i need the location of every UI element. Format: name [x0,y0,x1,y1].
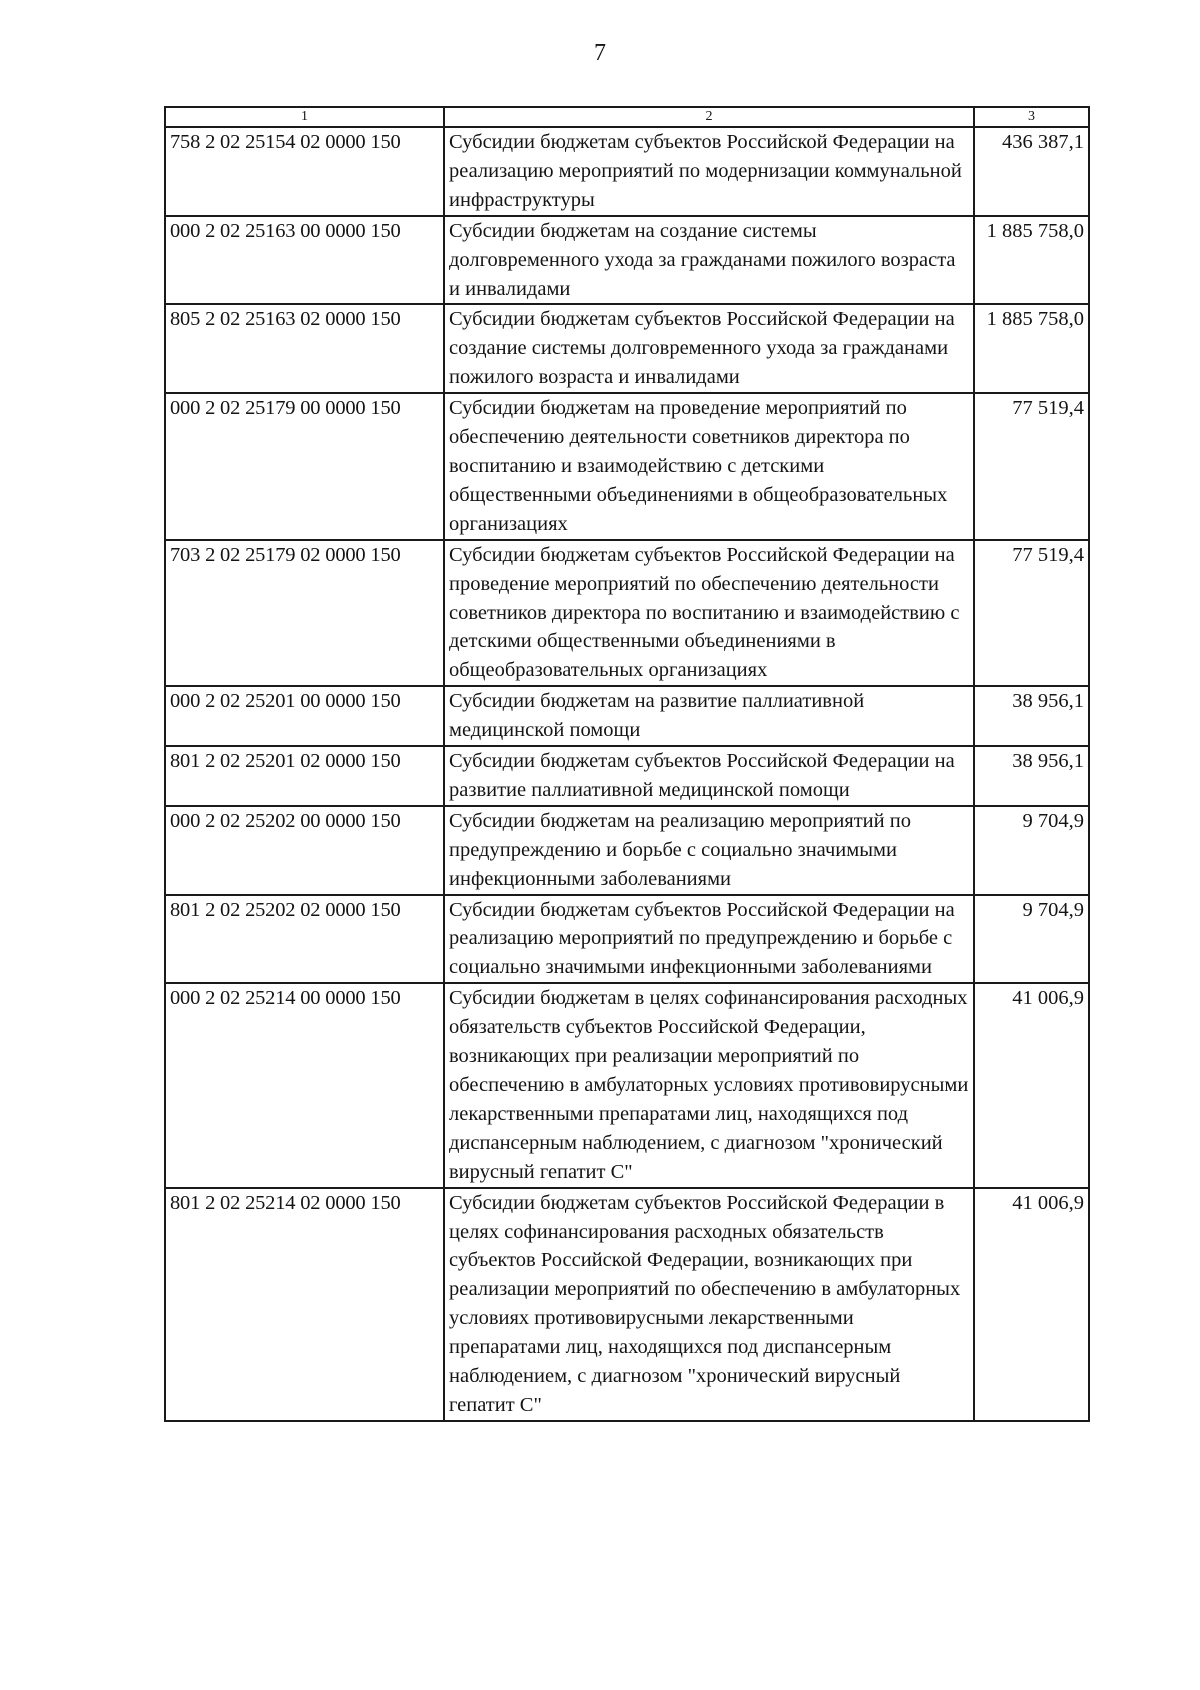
budget-code: 000 2 02 25179 00 0000 150 [165,393,444,540]
budget-code: 000 2 02 25163 00 0000 150 [165,216,444,305]
description: Субсидии бюджетам субъектов Российской Федерации на реализацию мероприятий по предупреждению и борьбе с социально значимыми инфекционными заболеваниями [444,895,974,984]
description: Субсидии бюджетам в целях софинансирования расходных обязательств субъектов Российской Федерации, возникающих при реализации мероприятий по обеспечению в амбулаторных условиях противовирусными лекарственными препаратами лиц, находящихся под диспансерным наблюдением, с диагнозом "хронический вирусный гепатит С" [444,983,974,1187]
header-col-1: 1 [165,107,444,127]
table-row [165,216,1089,305]
description: Субсидии бюджетам субъектов Российской Федерации на проведение мероприятий по обеспечению деятельности советников директора по воспитанию и взаимодействию с детскими общественными объединениями в общеобразовательных организациях [444,540,974,687]
amount: 9 704,9 [974,806,1089,895]
budget-code: 703 2 02 25179 02 0000 150 [165,540,444,687]
table-row [165,746,1089,806]
description: Субсидии бюджетам субъектов Российской Федерации на создание системы долговременного ухода за гражданами пожилого возраста и инвалидами [444,304,974,393]
description: Субсидии бюджетам на реализацию мероприятий по предупреждению и борьбе с социально значимыми инфекционными заболеваниями [444,806,974,895]
budget-code: 805 2 02 25163 02 0000 150 [165,304,444,393]
table-row [165,393,1089,540]
amount: 38 956,1 [974,686,1089,746]
amount: 41 006,9 [974,983,1089,1187]
header-col-3: 3 [974,107,1089,127]
header-col-2: 2 [444,107,974,127]
amount: 41 006,9 [974,1188,1089,1421]
budget-table [164,106,1090,1422]
page-number: 7 [594,40,606,66]
amount: 1 885 758,0 [974,304,1089,393]
budget-code: 801 2 02 25201 02 0000 150 [165,746,444,806]
budget-code: 758 2 02 25154 02 0000 150 [165,127,444,216]
description: Субсидии бюджетам на развитие паллиативной медицинской помощи [444,686,974,746]
amount: 77 519,4 [974,393,1089,540]
amount: 38 956,1 [974,746,1089,806]
budget-code: 000 2 02 25201 00 0000 150 [165,686,444,746]
description: Субсидии бюджетам субъектов Российской Федерации на развитие паллиативной медицинской помощи [444,746,974,806]
budget-code: 000 2 02 25202 00 0000 150 [165,806,444,895]
table-row [165,304,1089,393]
budget-code: 000 2 02 25214 00 0000 150 [165,983,444,1187]
description: Субсидии бюджетам на проведение мероприятий по обеспечению деятельности советников директора по воспитанию и взаимодействию с детскими общественными объединениями в общеобразовательных организациях [444,393,974,540]
amount: 77 519,4 [974,540,1089,687]
amount: 1 885 758,0 [974,216,1089,305]
description: Субсидии бюджетам субъектов Российской Федерации на реализацию мероприятий по модернизации коммунальной инфраструктуры [444,127,974,216]
budget-code: 801 2 02 25214 02 0000 150 [165,1188,444,1421]
description: Субсидии бюджетам субъектов Российской Федерации в целях софинансирования расходных обязательств субъектов Российской Федерации, возникающих при реализации мероприятий по обеспечению в амбулаторных условиях противовирусными лекарственными препаратами лиц, находящихся под диспансерным наблюдением, с диагнозом "хронический вирусный гепатит С" [444,1188,974,1421]
table-row [165,686,1089,746]
budget-code: 801 2 02 25202 02 0000 150 [165,895,444,984]
table-row [165,806,1089,895]
description: Субсидии бюджетам на создание системы долговременного ухода за гражданами пожилого возраста и инвалидами [444,216,974,305]
amount: 9 704,9 [974,895,1089,984]
table-row [165,895,1089,984]
table-row [165,540,1089,687]
table-row [165,1188,1089,1421]
header-row [165,107,1089,127]
table-row [165,983,1089,1187]
table-row [165,127,1089,216]
amount: 436 387,1 [974,127,1089,216]
